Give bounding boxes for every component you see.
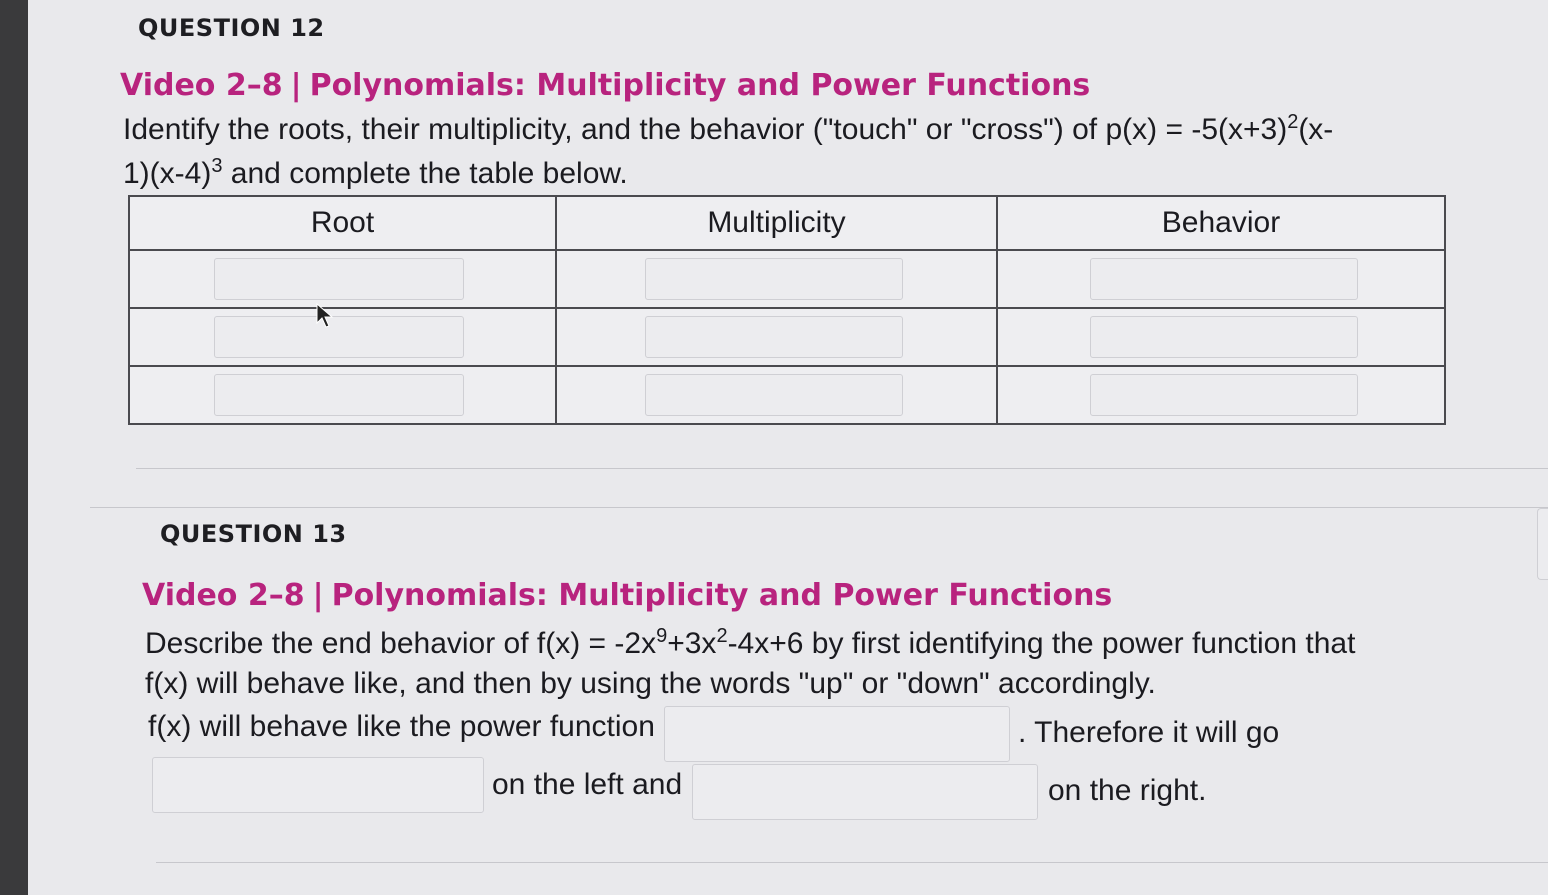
divider: [136, 468, 1548, 469]
behavior-input[interactable]: [1090, 374, 1358, 416]
prompt-text: f(x) will behave like, and then by using the words "up" or "down" accordingly.: [145, 667, 1156, 700]
multiplicity-input[interactable]: [645, 258, 903, 300]
exponent: 2: [716, 625, 728, 647]
multiplicity-cell: [556, 308, 997, 366]
question-13-prompt: [145, 624, 1475, 704]
video-topic: Polynomials: Multiplicity and Power Functions: [309, 68, 1091, 103]
mouse-cursor-icon: [316, 303, 334, 329]
behavior-cell: [997, 250, 1445, 308]
root-cell: [129, 250, 556, 308]
behavior-cell: [997, 308, 1445, 366]
table-row: [129, 366, 1445, 424]
root-input[interactable]: [214, 316, 464, 358]
root-cell: [129, 366, 556, 424]
root-cell: [129, 308, 556, 366]
behavior-input[interactable]: [1090, 258, 1358, 300]
behavior-cell: [997, 366, 1445, 424]
prompt-text: -4x+6 by first identifying the power function that: [727, 627, 1356, 660]
exponent: 3: [211, 155, 223, 177]
prompt-text: 1)(x-4): [123, 157, 212, 190]
quiz-page: [28, 0, 1548, 895]
question-12-video-title: [120, 68, 1090, 103]
multiplicity-input[interactable]: [645, 374, 903, 416]
title-separator: |: [312, 578, 324, 613]
question-12-prompt: [123, 108, 1453, 196]
divider: [90, 507, 1548, 508]
left-and-label: on the left and: [492, 768, 683, 801]
left-behavior-input[interactable]: [152, 757, 484, 813]
table-row: [129, 250, 1445, 308]
behavior-input[interactable]: [1090, 316, 1358, 358]
multiplicity-input[interactable]: [645, 316, 903, 358]
question-13-video-title: [142, 578, 1112, 613]
root-input[interactable]: [214, 374, 464, 416]
on-right-label: on the right.: [1048, 774, 1207, 807]
header-root: Root: [129, 196, 556, 250]
multiplicity-cell: [556, 250, 997, 308]
prompt-text: (x-: [1298, 113, 1334, 146]
prompt-text: and complete the table below.: [222, 157, 628, 190]
multiplicity-cell: [556, 366, 997, 424]
video-number: Video 2–8: [120, 68, 283, 103]
exponent: 2: [1287, 111, 1299, 133]
title-separator: |: [290, 68, 302, 103]
exponent: 9: [656, 625, 668, 647]
root-input[interactable]: [214, 258, 464, 300]
right-behavior-input[interactable]: [692, 764, 1038, 820]
video-number: Video 2–8: [142, 578, 305, 613]
side-panel-tab[interactable]: [1537, 508, 1548, 580]
question-13-label: QUESTION 13: [160, 520, 347, 548]
behave-like-label: f(x) will behave like the power function: [148, 710, 655, 743]
prompt-text: Identify the roots, their multiplicity, and the behavior ("touch" or "cross") of p(x) = -5(x+3): [123, 113, 1288, 146]
question-12-label: QUESTION 12: [138, 14, 325, 42]
divider: [156, 862, 1548, 863]
power-function-input[interactable]: [664, 706, 1010, 762]
therefore-label: . Therefore it will go: [1018, 716, 1280, 749]
prompt-text: Describe the end behavior of f(x) = -2x: [145, 627, 657, 660]
header-multiplicity: Multiplicity: [556, 196, 997, 250]
prompt-text: +3x: [667, 627, 717, 660]
header-behavior: Behavior: [997, 196, 1445, 250]
video-topic: Polynomials: Multiplicity and Power Functions: [331, 578, 1113, 613]
